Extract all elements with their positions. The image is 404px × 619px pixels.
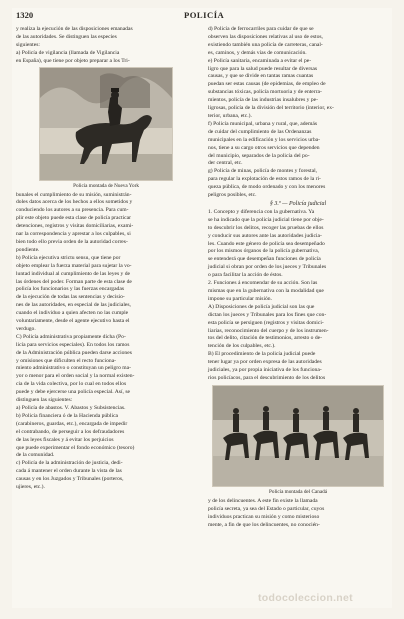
text-line: f) Policía municipal, urbana y rural, que, además [208, 120, 318, 127]
text-line: policía secreta, ya sea del Estado o particular, cuyos [208, 505, 325, 512]
text-line: del municipio, separados de la policía del po- [208, 152, 310, 159]
text-line: peligros posibles, etc. [208, 192, 257, 199]
text-line: mientos, policía de las industrias insalubres y pe- [208, 97, 318, 104]
text-line: cada á mantener el orden durante la vista de las [16, 468, 122, 475]
text-line: policía los funcionarios y las fuerzas encargadas [16, 286, 125, 293]
text-line: para regular la explotación de estos ramos de la ri- [208, 176, 321, 183]
text-line: de las leyes fiscales y á evitar los perjuicios [16, 436, 114, 443]
text-line: d) Policía de ferrocarriles para cuidar de que se [208, 26, 314, 32]
left-body-text [16, 192, 196, 491]
text-line: tener lugar ya por orden expresa de las autoridades [208, 359, 322, 366]
text-line: y omisiones que dificulten el recto funciona- [16, 357, 117, 364]
photo-illustration [40, 68, 172, 180]
text-line: bien todo ello previa orden de la autoridad corres- [16, 238, 128, 245]
text-line: mismas que en la gubernativa con la modalidad que [208, 288, 324, 294]
text-line: to descubrir los delitos, recoger las pruebas de ellos [208, 224, 324, 231]
text-line: 2. Funciones á encomendar de su acción. Son las [208, 280, 318, 287]
watermark: todocoleccion.net [258, 592, 353, 604]
text-line: verdugo. [16, 325, 36, 332]
text-line: de las autoridades. Se distinguen las especies [16, 33, 117, 40]
text-line: miento administrativo o constituyan un peligro ma- [16, 365, 131, 372]
text-line: dictan los jueces y Tribunales para los fines que con- [208, 311, 327, 318]
text-line: B) El procedimiento de la policía judicial puede [208, 351, 316, 358]
right-section-text [208, 209, 388, 382]
text-line: el contrabando, de perseguir a los defraudadores [16, 428, 125, 435]
text-line: pondiente. [16, 246, 40, 253]
document-page [12, 8, 392, 608]
text-line: siguientes: [16, 41, 40, 48]
text-line: der central, etc. [208, 160, 243, 167]
text-line: b) Policía financiera ó de la Hacienda pública [16, 412, 119, 419]
text-line: las órdenes del poder. Forman parte de esta clase de [16, 278, 132, 285]
text-line: ligrosas, policía de la división del territorio (interior, ex- [208, 105, 334, 112]
left-top-text [16, 26, 196, 65]
text-line: causas, y que se divide en tantas ramas cuantas [208, 73, 314, 80]
text-line: se ha indicado que la policía judicial tiene por obje- [208, 216, 324, 223]
text-line: ligro que para la salud puede resultar de diversas [208, 65, 318, 72]
photo2-caption: Policía montada del Canadá [268, 488, 328, 495]
text-line: tos del delito, citación de testimonios, arresto o de- [208, 335, 323, 342]
text-line: detenciones, registros y visitas domiciliarias, exami- [16, 223, 134, 230]
text-line: distinguen las siguientes: [16, 397, 73, 404]
right-top-text [208, 26, 388, 199]
text-line: luntad individual al cumplimiento de las leyes y de [16, 270, 131, 277]
text-line: terior, urbana, etc.). [208, 112, 252, 119]
text-line: esta policía se persiguen (registros y visitas domici- [208, 319, 324, 326]
text-line: c) Policía de la administración de justicia, dedi- [16, 460, 123, 467]
text-line: de la comunidad. [16, 452, 55, 459]
text-line: C) Policía administrativa propiamente dicha (Po- [16, 333, 126, 340]
photo-illustration [213, 386, 383, 486]
text-line: g) Policía de minas, policía de montes y forestal, [208, 168, 318, 175]
text-line: y de los delincuentes. A este fin existe la llamada [208, 497, 318, 504]
text-line: individuos practican su misión y como misterioso [208, 513, 320, 520]
text-line: que puede experimentar el fondo económico (tesoro) [16, 444, 135, 451]
text-line: doles datos acerca de los hechos a ellos sometidos y [16, 199, 133, 206]
text-line: judicial si obran por orden de los jueces y Tribunales [208, 264, 327, 271]
text-line: existiendo también una policía de carreteras, canal- [208, 41, 323, 48]
text-line: rios policíacos, para el descubrimiento de los delitos [208, 374, 326, 381]
right-column [208, 26, 388, 530]
page-number: 1320 [16, 10, 34, 20]
text-line: o para facilitar la acción de éstos. [208, 272, 283, 279]
text-line: de la ejecución de todas las sentencias y decisio- [16, 294, 125, 301]
left-column [16, 26, 196, 492]
text-line: impone su particular misión. [208, 295, 273, 302]
text-line: es, caminos, y demás vías de comunicación. [208, 49, 307, 56]
text-line: judiciales, ya por propia iniciativa de los funciona- [208, 367, 322, 374]
text-line: 1. Concepto y diferencia con la gubernativa. Ya [208, 208, 315, 215]
photo-mounted-police-new-york [39, 67, 173, 181]
text-line: e) Policía sanitaria, encaminada a evitar el pe- [208, 57, 312, 64]
text-line: b) Policía ejecutiva strictu sensu, que tiene por [16, 254, 121, 261]
text-line: observen las disposiciones relativas al uso de estos, [208, 33, 323, 40]
text-line: licía para servicios especiales). En todos los ramos [16, 341, 130, 348]
text-line: A) Disposiciones de policía judicial son las que [208, 303, 315, 310]
text-line: y conducir sus autores ante las autoridades judicia- [208, 232, 322, 239]
text-line: nar la correspondencia y aprestar a los culpables, si [16, 231, 131, 238]
photo-mounted-police-canada [212, 385, 384, 487]
text-line: a) Policía de vigilancia (llamada de Vigilancia [16, 49, 120, 56]
text-line: conduciendo los autores a su presencia. Para cum- [16, 207, 129, 214]
section-heading: § 3.º — Policía judicial [269, 200, 327, 207]
text-line: ujieres, etc.). [16, 484, 45, 491]
text-line: substancias tóxicas, policía mortuoria y de enterra- [208, 89, 322, 96]
text-line: nes de las autoridades, en especial de las judiciales, [16, 302, 131, 309]
section-title: POLICÍA [184, 10, 225, 20]
page-header [12, 8, 392, 22]
text-line: yor o menor para el orden social y la normal existen- [16, 373, 135, 380]
text-line: municipales en la edificación y los servicios urba- [208, 136, 320, 143]
text-line: en España), que tiene por objeto preparar a los Tri- [16, 57, 130, 64]
text-line: cia de la vida colectiva, por lo cual en todos ellos [16, 381, 127, 388]
right-bottom-text [208, 498, 388, 529]
text-line: y realiza la ejecución de las disposiciones emanadas [16, 26, 133, 32]
text-line: puedan ser estas causas (de epidemias, de empleo de [208, 81, 326, 88]
text-line: se entenderá que desempeñan funciones de policía [208, 256, 321, 263]
text-line: por los mismos órganos de la policía gubernativa, [208, 248, 320, 255]
text-line: liarias, reconocimiento del cuerpo y de los instrumen- [208, 327, 329, 334]
text-line: plir este objeto puede esta clase de policía practicar [16, 215, 131, 222]
text-line: tención de los culpables, etc.). [208, 343, 276, 350]
text-line: bunales el cumplimiento de su misión, suministrán- [16, 191, 132, 198]
text-line: objeto emplear la fuerza material para sujetar la vo- [16, 262, 132, 269]
text-line: de la Administración pública pueden darse acciones [16, 349, 132, 356]
photo1-caption: Policía montada de Nueva York [73, 182, 139, 189]
text-line: mente, a fin de que los delincuentes, no conocién- [208, 521, 320, 528]
text-line: (carabineros, guardas, etc.), encargada de impedir [16, 420, 128, 427]
text-line: a) Policía de abastos. V. Abastos y Subsistencias. [16, 405, 126, 411]
text-line: les. Cuando este género de policía sea desempeñado [208, 240, 325, 247]
text-line: causas y en los Juzgados y Tribunales (porteros, [16, 476, 124, 483]
text-line: queza pública, de modo ordenado y con los menores [208, 184, 326, 191]
text-line: cuando el individuo a quien afecten no las cumple [16, 310, 129, 317]
text-line: de cuidar del cumplimiento de las Ordenanzas [208, 128, 312, 135]
text-line: nos, tiene a su cargo otros servicios que dependen [208, 144, 320, 151]
text-line: voluntariamente, desde el agente ejecutivo hasta el [16, 318, 130, 325]
text-line: puede y debe ejercerse una policía especial. Así, se [16, 389, 130, 396]
